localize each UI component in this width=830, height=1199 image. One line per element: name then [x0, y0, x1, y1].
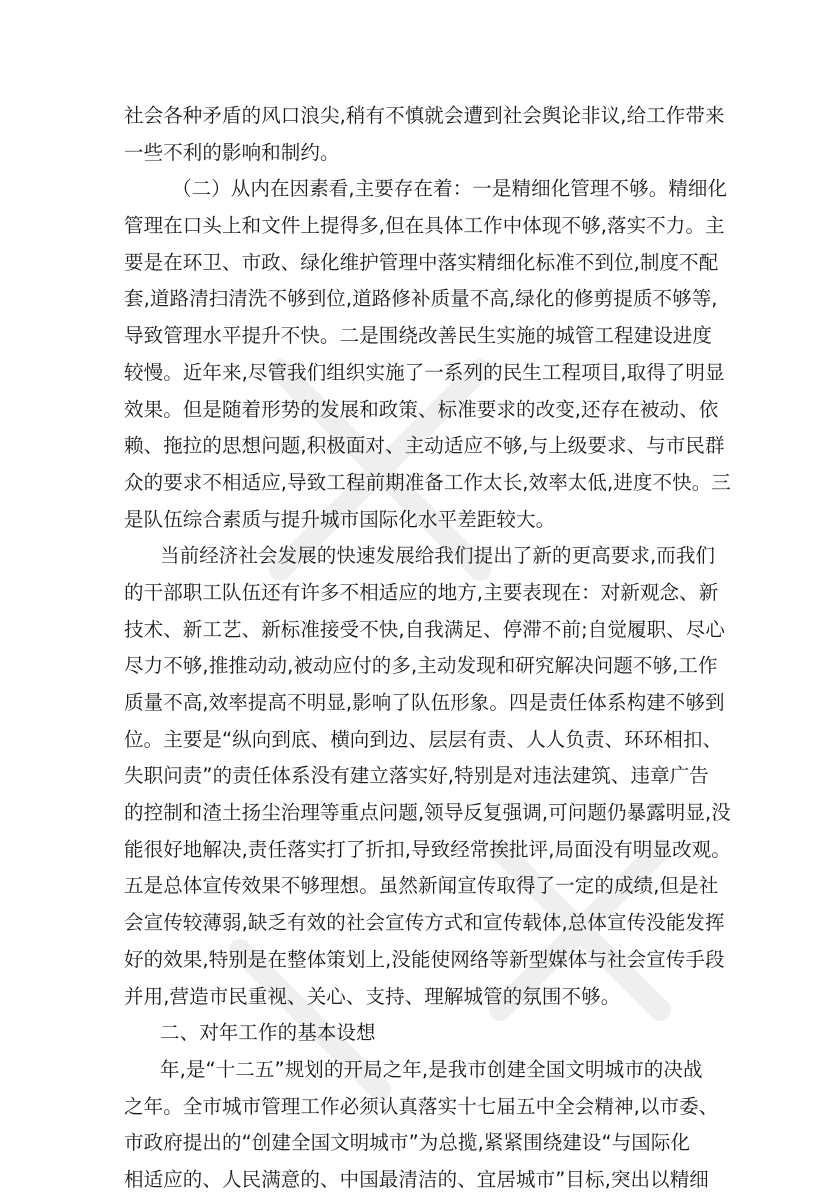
text-line: 相适应的、人民满意的、中国最清洁的、宜居城市”目标,突出以精细	[124, 1167, 709, 1191]
text-line: 质量不高,效率提高不明显,影响了队伍形象。四是责任体系构建不够到	[124, 691, 725, 714]
text-line: 技术、新工艺、新标准接受不快,自我满足、停滞不前;自觉履职、尽心	[124, 617, 725, 641]
text-line: 要是在环卫、市政、绿化维护管理中落实精细化标准不到位,制度不配	[124, 250, 719, 274]
text-line: 较慢。近年来,尽管我们组织实施了一系列的民生工程项目,取得了明显	[124, 360, 725, 384]
text-line: 五是总体宣传效果不够理想。虽然新闻宣传取得了一定的成绩,但是社	[124, 874, 719, 898]
text-line: 好的效果,特别是在整体策划上,没能使网络等新型媒体与社会宣传手段	[124, 947, 725, 971]
text-line: 之年。全市城市管理工作必须认真落实十七届五中全会精神,以市委、	[124, 1094, 719, 1118]
text-line: 尽力不够,推推动动,被动应付的多,主动发现和研究解决问题不够,工作	[124, 654, 718, 678]
text-line: 效果。但是随着形势的发展和政策、标准要求的改变,还存在被动、依	[124, 397, 719, 421]
text-line: 失职问责”的责任体系没有建立落实好,特别是对违法建筑、违章广告	[124, 764, 709, 788]
text-line: 是队伍综合素质与提升城市国际化水平差距较大。	[124, 507, 556, 531]
text-line: 的控制和渣土扬尘治理等重点问题,领导反复强调,可问题仍暴露明显,没	[124, 801, 731, 825]
text-line: 众的要求不相适应,导致工程前期准备工作太长,效率太低,进度不快。三	[124, 470, 731, 494]
body-text	[124, 98, 731, 1199]
section-heading: 二、对年工作的基本设想	[160, 1021, 376, 1045]
text-line: 位。主要是“纵向到底、横向到边、层层有责、人人负责、环环相扣、	[124, 727, 723, 751]
text-line: 当前经济社会发展的快速发展给我们提出了新的更高要求,而我们	[160, 544, 716, 568]
text-line: 能很好地解决,责任落实打了折扣,导致经常挨批评,局面没有明显改观。	[124, 837, 731, 861]
text-line: 赖、拖拉的思想问题,积极面对、主动适应不够,与上级要求、与市民群	[124, 434, 725, 458]
text-line: 并用,营造市民重视、关心、支持、理解城管的氛围不够。	[124, 984, 621, 1008]
text-line: 一些不利的影响和制约。	[124, 140, 340, 164]
text-line: 市政府提出的“创建全国文明城市”为总揽,紧紧围绕建设“与国际化	[124, 1131, 691, 1155]
text-line: 会宣传较薄弱,缺乏有效的社会宣传方式和宣传载体,总体宣传没能发挥	[124, 911, 725, 935]
text-line: 社会各种矛盾的风口浪尖,稍有不慎就会遭到社会舆论非议,给工作带来	[124, 104, 725, 127]
text-line: （二）从内在因素看,主要存在着：一是精细化管理不够。精细化	[172, 177, 728, 201]
text-line: 导致管理水平提升不快。二是围绕改善民生实施的城管工程建设进度	[124, 324, 713, 348]
text-line: 年,是“十二五”规划的开局之年,是我市创建全国文明城市的决战	[160, 1057, 703, 1081]
text-line: 管理在口头上和文件上提得多,但在具体工作中体现不够,落实不力。主	[124, 214, 725, 238]
text-line: 套,道路清扫清洗不够到位,道路修补质量不高,绿化的修剪提质不够等,	[124, 287, 718, 311]
text-line: 的干部职工队伍还有许多不相适应的地方,主要表现在：对新观念、新	[124, 580, 719, 604]
